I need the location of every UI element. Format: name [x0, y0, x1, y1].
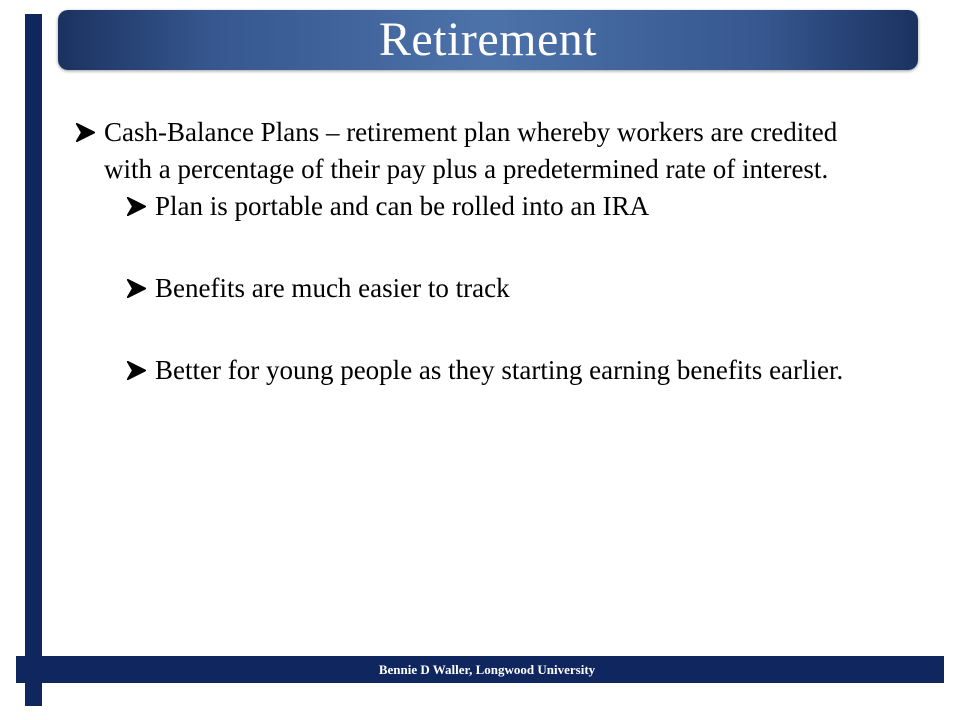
footer-bar [16, 656, 944, 683]
sub-bullet-text: Benefits are much easier to track [155, 273, 510, 303]
footer-credit: Bennie D Waller, Longwood University [378, 661, 596, 677]
arrow-bullet-icon [127, 352, 155, 389]
left-accent-bar [25, 14, 42, 706]
arrow-bullet-icon [76, 114, 104, 151]
slide-title: Retirement [378, 13, 598, 66]
arrow-bullet-icon [127, 188, 155, 225]
bullet-item [76, 114, 876, 188]
sub-bullet-item [127, 270, 876, 307]
title-banner [58, 10, 918, 70]
arrow-bullet-icon [127, 270, 155, 307]
bullet-text: Cash-Balance Plans – retirement plan whereby workers are credited with a percentage of their pay plus a predetermined rate of interest. [104, 117, 838, 184]
slide-content [76, 114, 876, 389]
sub-bullet-item [127, 352, 876, 389]
sub-bullet-text: Better for young people as they starting earning benefits earlier. [155, 355, 844, 385]
sub-bullet-text: Plan is portable and can be rolled into an IRA [155, 191, 650, 221]
sub-bullet-item [127, 188, 876, 225]
